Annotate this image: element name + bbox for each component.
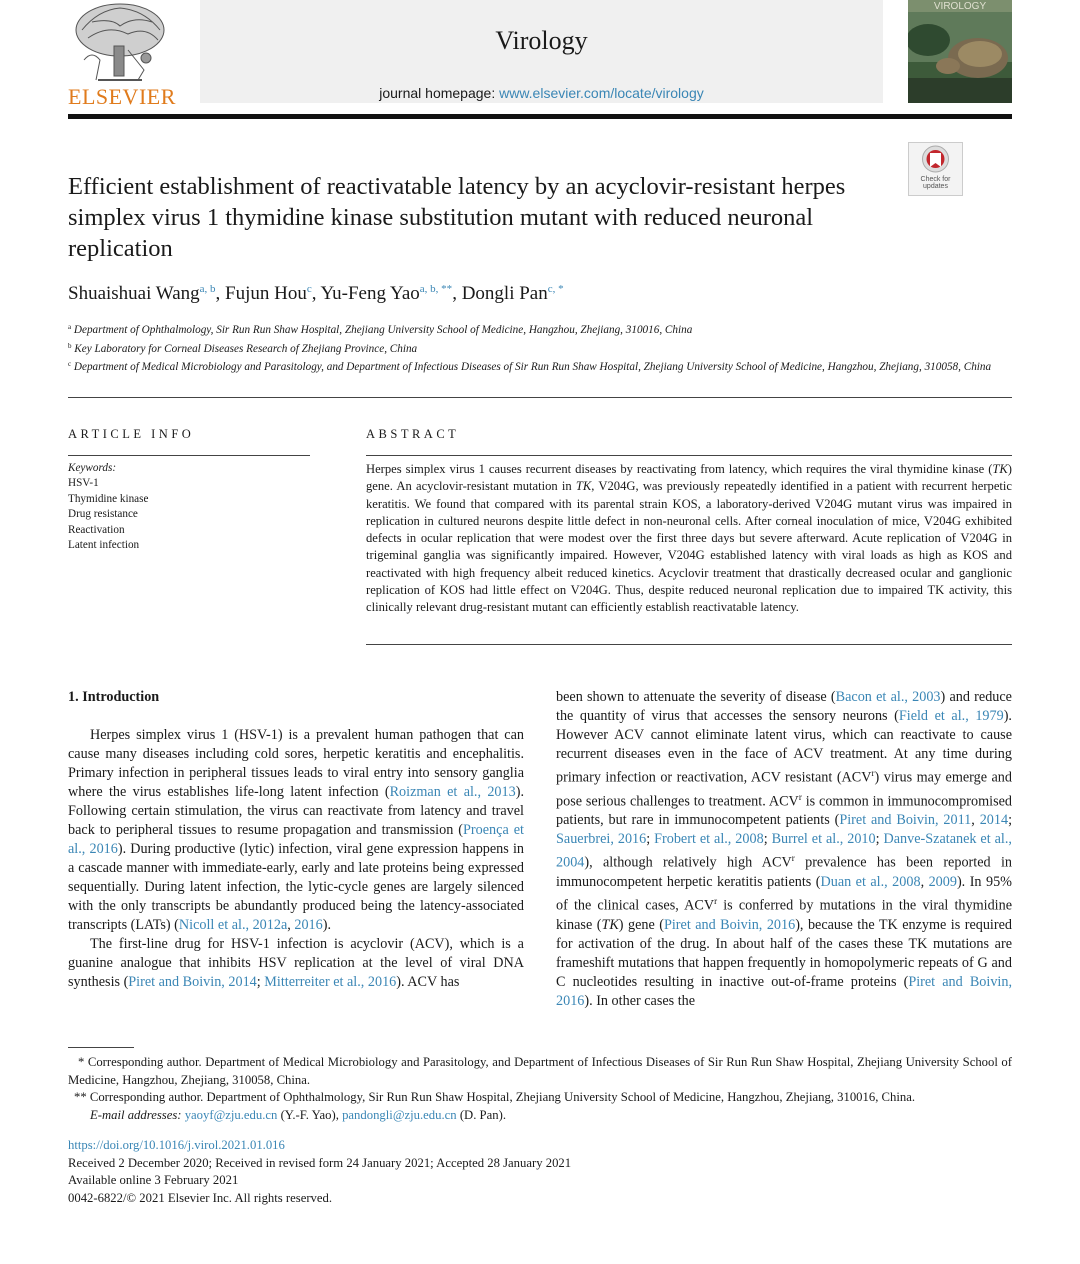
keyword: Drug resistance bbox=[68, 508, 138, 521]
affiliation-item bbox=[68, 320, 1012, 339]
superscript: r bbox=[798, 791, 802, 802]
citation-link[interactable]: Piret and Boivin, 2016 bbox=[556, 973, 1012, 1009]
citation-link[interactable]: Piret and Boivin, 2014 bbox=[128, 974, 257, 990]
check-for-updates-badge[interactable] bbox=[908, 142, 963, 196]
text-run: ). bbox=[322, 917, 332, 933]
doi-link[interactable]: https://doi.org/10.1016/j.virol.2021.01.016 bbox=[68, 1138, 285, 1152]
journal-name[interactable]: Virology bbox=[495, 26, 588, 55]
footnote-corresponding-1: * Corresponding author. Department of Medical Microbiology and Parasitology, and Department of Infectious Diseases of Sir Run Run Shaw Hospital, Zhejiang University School of Medicine, Hangzhou, Zhejiang, 310058, China. bbox=[68, 1055, 1012, 1087]
text-run: ). In other cases the bbox=[584, 992, 696, 1009]
text-run: is conferred by mutations in the viral thymidine kinase ( bbox=[556, 897, 1013, 933]
abstract-text bbox=[366, 461, 1012, 617]
header-rule bbox=[68, 114, 1012, 119]
email-owner-pan: (D. Pan). bbox=[456, 1107, 506, 1122]
superscript: r bbox=[714, 896, 718, 907]
text-run: ) virus may emerge and pose serious challenges to treatment. ACV bbox=[556, 769, 1012, 810]
abstract-body: Herpes simplex virus 1 causes recurrent diseases by reactivating from latency, which requires the viral thymidine kinase (TK) gene. An acyclovir-resistant mutation in TK, V204G, was previously repeatedly identified in a patient with recurrent herpetic keratitis. We found that compared with its parental strain KOS, a laboratory-derived V204G mutant virus was impaired in replication in cultured neurons despite little defect in non-neuronal cells. After corneal inoculation of mice, V204G exhibited defects in ocular replication that were modest over the first three days but severe afterward. Acute replication of V204G in trigeminal ganglia was significantly impaired. However, V204G established latency with viral loads as high as KOS and reactivated with high frequency albeit reduced kinetics. Acyclovir treatment that drastically decreased ocular and ganglionic replication of KOS had little effect on V204G. Thus, despite reduced neuronal replication due to impaired TK activity, this clinically relevant drug-resistant mutant can efficiently establish reactivatable latency. bbox=[366, 462, 1012, 615]
divider-top bbox=[68, 397, 1012, 398]
footnotes bbox=[68, 1054, 1012, 1124]
citation-link[interactable]: Piret and Boivin, 2011 bbox=[839, 812, 972, 829]
affiliation-item bbox=[68, 339, 1012, 358]
paragraph bbox=[68, 726, 524, 935]
text-run: Herpes simplex virus 1 (HSV-1) is a prevalent human pathogen that can cause many diseases including cold sores, herpetic keratitis and encephalitis. Primary infection in peripheral tissues leads to viral entry into sensory ganglia where the virus establishes life-long latent infection ( bbox=[68, 727, 524, 800]
elsevier-wordmark: ELSEVIER bbox=[68, 84, 176, 109]
citation-link[interactable]: Nicoll et al., 2012a bbox=[178, 917, 288, 933]
article-meta bbox=[68, 1137, 1012, 1207]
citation-link[interactable]: Mitterreiter et al., 2016 bbox=[264, 974, 397, 990]
abstract-heading: ABSTRACT bbox=[366, 427, 460, 441]
text-run: is common in immunocompromised patients, but rare in immunocompetent patients ( bbox=[556, 793, 1013, 829]
citation-link[interactable]: Bacon et al., 2003 bbox=[835, 689, 941, 705]
copyright: 0042-6822/© 2021 Elsevier Inc. All rights reserved. bbox=[68, 1190, 333, 1205]
received-dates: Received 2 December 2020; Received in revised form 24 January 2021; Accepted 28 January 2021 bbox=[68, 1155, 572, 1170]
article-info-heading: ARTICLE INFO bbox=[68, 427, 195, 441]
citation-link[interactable]: Roizman et al., 2013 bbox=[389, 784, 516, 800]
text-run: The first-line drug for HSV-1 infection is acyclovir (ACV), which is a guanine analogue that inhibits HSV replication at the level of viral DNA synthesis ( bbox=[68, 936, 524, 990]
text-run: ; bbox=[256, 974, 265, 990]
available-online: Available online 3 February 2021 bbox=[68, 1173, 239, 1188]
citation-link[interactable]: Danve-Szatanek et al., 2004 bbox=[556, 831, 1012, 872]
citation-link[interactable]: 2016 bbox=[294, 917, 323, 933]
author-name[interactable]: Dongli Pan bbox=[461, 283, 548, 304]
text-run: , bbox=[971, 812, 980, 829]
affiliation-text: Department of Ophthalmology, Sir Run Run Shaw Hospital, Zhejiang University School of Medicine, Hangzhou, Zhejiang, 310016, China bbox=[71, 324, 693, 336]
email-link-yao[interactable]: yaoyf@zju.edu.cn bbox=[184, 1107, 278, 1122]
affiliation-item bbox=[68, 357, 1012, 376]
author-separator: , bbox=[311, 283, 321, 304]
keyword: Latent infection bbox=[68, 539, 140, 552]
text-run: ; bbox=[763, 831, 772, 848]
abstract-bottom-rule bbox=[366, 644, 1012, 645]
article-title: Efficient establishment of reactivatable latency by an acyclovir-resistant herpes simplex virus 1 thymidine kinase substitution mutant with reduced neuronal replication bbox=[68, 173, 846, 262]
footnote-emails bbox=[68, 1107, 1012, 1125]
text-run: ; bbox=[646, 831, 655, 848]
citation-link[interactable]: Field et al., 1979 bbox=[898, 708, 1004, 724]
affiliation-text: Key Laboratory for Corneal Diseases Research of Zhejiang Province, China bbox=[71, 342, 418, 355]
author-name[interactable]: Shuaishuai Wang bbox=[68, 283, 200, 304]
keyword: Thymidine kinase bbox=[68, 492, 149, 505]
text-run: , bbox=[920, 874, 929, 891]
journal-homepage bbox=[200, 85, 883, 101]
affiliation-mark: b bbox=[68, 341, 72, 350]
email-owner-yao: (Y.-F. Yao), bbox=[277, 1107, 343, 1122]
citation-link[interactable]: 2009 bbox=[928, 874, 957, 891]
superscript: r bbox=[871, 768, 875, 778]
journal-cover-image[interactable] bbox=[908, 0, 1012, 103]
author-name[interactable]: Yu-Feng Yao bbox=[320, 283, 420, 304]
author-affiliation-marks[interactable]: c bbox=[306, 283, 312, 295]
footnote-corresponding-2: ** Corresponding author. Department of Ophthalmology, Sir Run Run Shaw Hospital, Zhejiang University School of Medicine, Hangzhou, Zhejiang, 310016, China. bbox=[74, 1090, 916, 1105]
text-run: ) gene ( bbox=[618, 916, 664, 933]
check-updates-icon bbox=[909, 143, 962, 177]
affiliation-mark: a bbox=[68, 323, 72, 331]
text-run: ; bbox=[1008, 812, 1013, 829]
article-info-rule bbox=[68, 455, 310, 456]
journal-band bbox=[200, 0, 883, 103]
citation-link[interactable]: Burrel et al., 2010 bbox=[771, 831, 876, 848]
paragraph bbox=[556, 688, 1012, 1011]
text-run: ), because the TK enzyme is required for activation of the drug. In about half of the cases these TK mutations are frameshift mutations that happen frequently in homopolymeric repeats of G and C nucleotides resulting in inactive out-of-frame proteins ( bbox=[556, 916, 1012, 990]
citation-link[interactable]: Frobert et al., 2008 bbox=[654, 831, 764, 848]
journal-header bbox=[68, 0, 1012, 112]
keyword: HSV-1 bbox=[68, 477, 99, 490]
text-run: , bbox=[287, 917, 295, 933]
text-run: ). However ACV cannot eliminate latent virus, which can reactivate to cause recurrent diseases even in the face of ACV treatment. At any time during primary infection or reactivation, ACV resistant (ACV bbox=[556, 708, 1012, 786]
superscript: r bbox=[791, 853, 795, 864]
text-run: prevalence has been reported in immunocompetent herpetic keratitis patients ( bbox=[556, 855, 1012, 891]
citation-link[interactable]: Piret and Boivin, 2016 bbox=[663, 916, 796, 933]
affiliation-mark: c bbox=[68, 360, 72, 369]
email-link-pan[interactable]: pandongli@zju.edu.cn bbox=[342, 1107, 457, 1122]
homepage-link[interactable]: www.elsevier.com/locate/virology bbox=[499, 85, 704, 101]
keywords-block bbox=[68, 461, 148, 553]
text-run: ). ACV has bbox=[396, 974, 460, 990]
author-affiliation-marks[interactable]: a, b, ** bbox=[419, 283, 453, 295]
keywords-label: Keywords: bbox=[68, 462, 117, 474]
author-separator: , bbox=[452, 283, 462, 304]
citation-link[interactable]: Proença et al., 2016 bbox=[68, 822, 524, 857]
italic-term: TK bbox=[601, 916, 619, 933]
text-run: ). Following certain stimulation, the virus can reactivate from latency and travel back to peripheral tissues to resume propagation and transmission ( bbox=[68, 784, 524, 838]
text-run: ; bbox=[875, 831, 884, 848]
cover-title: VIROLOGY bbox=[933, 1, 987, 12]
author-affiliation-marks[interactable]: a, b bbox=[199, 283, 216, 295]
paragraph bbox=[68, 935, 524, 992]
author-affiliation-marks[interactable]: c, * bbox=[547, 283, 564, 295]
author-name[interactable]: Fujun Hou bbox=[225, 283, 307, 304]
elsevier-tree-icon bbox=[68, 0, 172, 86]
abstract-rule bbox=[366, 455, 1012, 456]
text-run: ) and reduce the quantity of virus that accesses the sensory neurons ( bbox=[556, 689, 1012, 724]
affiliation-text: Department of Medical Microbiology and Parasitology, and Department of Infectious Diseases of Sir Run Run Shaw Hospital, Zhejiang University School of Medicine, Hangzhou, Zhejiang, 310058, China bbox=[71, 361, 992, 374]
text-run: been shown to attenuate the severity of disease ( bbox=[556, 689, 836, 705]
homepage-label: journal homepage: bbox=[379, 85, 500, 101]
author-list bbox=[68, 283, 564, 305]
turtle-cover-icon bbox=[908, 0, 1012, 103]
text-run: ). In 95% of the clinical cases, ACV bbox=[556, 874, 1012, 914]
body-column-left bbox=[68, 688, 524, 992]
keyword-list bbox=[68, 476, 148, 553]
affiliations bbox=[68, 320, 1012, 376]
email-label: E-mail addresses: bbox=[90, 1107, 182, 1122]
citation-link[interactable]: 2014 bbox=[979, 812, 1009, 829]
elsevier-logo[interactable] bbox=[68, 0, 178, 109]
body-column-right bbox=[556, 688, 1012, 1011]
text-run: ). During productive (lytic) infection, viral gene expression happens in a cascade manner with immediate-early, early and late proteins being expressed sequentially. During latent infection, the lytic-cycle genes are largely silenced with the only transcripts be abundantly produced being the latency-associated transcripts (LATs) ( bbox=[68, 841, 524, 933]
citation-link[interactable]: Duan et al., 2008 bbox=[820, 874, 921, 891]
citation-link[interactable]: Sauerbrei, 2016 bbox=[556, 831, 647, 848]
section-heading-introduction: 1. Introduction bbox=[68, 689, 160, 705]
text-run: ), although relatively high ACV bbox=[584, 855, 792, 872]
check-updates-label: Check for updates bbox=[920, 176, 951, 190]
footnote-rule bbox=[68, 1047, 134, 1048]
keyword: Reactivation bbox=[68, 523, 125, 536]
author-separator: , bbox=[215, 283, 226, 304]
